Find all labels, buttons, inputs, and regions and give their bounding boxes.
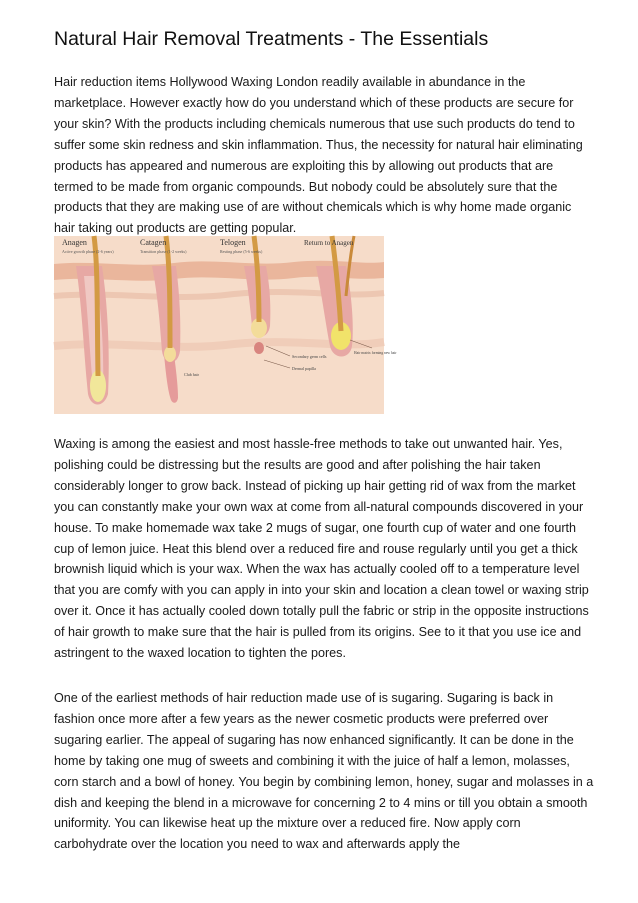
stage-catagen-title: Catagen bbox=[140, 238, 167, 247]
hair-growth-cycle-illustration bbox=[54, 236, 397, 414]
paragraph-intro: Hair reduction items Hollywood Waxing London readily available in abundance in the marketplace. However exactly how do you understand which of these products are secure for your skin? With the products including chemicals numerous that use such products do tend to suffer some skin redness and skin inflammation. Thus, the necessity for natural hair eliminating products has appeared and numerous are exploiting this by allowing out products that are termed to be made from organic compounds. But nobody could be absolutely sure that the products that they are making use of are without chemicals which is why home made organic hair taking out products are getting popular. bbox=[54, 75, 583, 236]
label-dermal-papilla: Dermal papilla bbox=[292, 366, 316, 371]
stage-anagen-sub: Active growth phase (2-6 years) bbox=[62, 249, 114, 254]
label-hair-matrix: Hair matrix forming new hair bbox=[354, 351, 397, 355]
label-club-hair: Club hair bbox=[184, 372, 199, 377]
stage-anagen-title: Anagen bbox=[62, 238, 87, 247]
stage-telogen-title: Telogen bbox=[220, 238, 246, 247]
page-title: Natural Hair Removal Treatments - The Essentials bbox=[54, 28, 489, 50]
stage-telogen-sub: Resting phase (5-6 weeks) bbox=[220, 249, 263, 254]
stage-catagen-sub: Transition phase (1-2 weeks) bbox=[140, 249, 187, 254]
paragraph-sugaring: One of the earliest methods of hair reduction made use of is sugaring. Sugaring is back in fashion once more after a few years as the newer cosmetic products were preferred over sugaring earlier. The appeal of sugaring has now enhanced significantly. It can be done in the home by taking one mug of sweets and combining it with the juice of half a lemon, molasses, corn starch and a bowl of honey. You begin by combining lemon, honey, sugar and molasses in a dish and keeping the blend in a microwave for concerning 2 to 4 mins or till you obtain a smooth uniformity. You can likewise heat up the mixture over a reduced fire. Now apply corn carbohydrate over the location you need to wax and afterwards apply the bbox=[54, 691, 594, 852]
label-secondary-germ: Secondary germ cells bbox=[292, 354, 327, 359]
stage-return-title: Return to Anagen bbox=[304, 239, 354, 247]
paragraph-waxing: Waxing is among the easiest and most hassle-free methods to take out unwanted hair. Yes, polishing could be distressing but the results are good and after polishing the hair taken considerably longer to grow back. Instead of picking up hair getting rid of wax from the market you can constantly make your own wax at come from all-natural compounds discovered in your house. To make homemade wax take 2 mugs of sugar, one fourth cup of water and one fourth cup of lemon juice. Heat this blend over a reduced fire and rouse regularly until you get a thick brownish liquid which is your wax. When the wax has actually cooled off to a temperature level that you are comfy with you can apply in into your skin and location a clean towel or waxing strip over it. Once it has actually cooled down totally pull the fabric or strip in the opposite instructions of hair growth to make sure that the hair is pulled from its origins. See to it that you use ice and astringent to the waxed location to tighten the pores. bbox=[54, 437, 589, 661]
